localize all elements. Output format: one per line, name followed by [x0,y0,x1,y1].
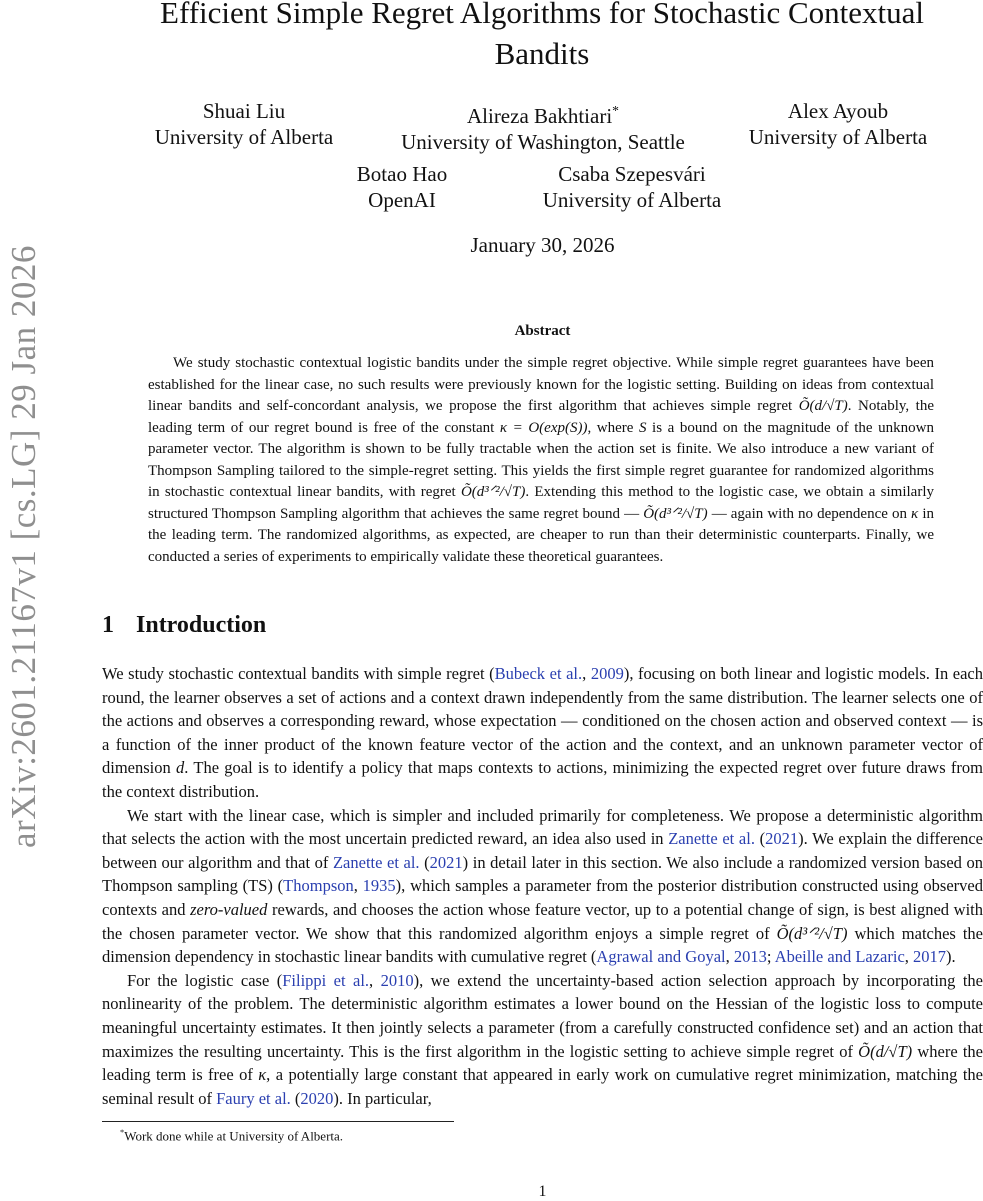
citation-link[interactable]: Zanette et al. [668,829,755,849]
author-block [342,161,462,213]
footnote: *Work done while at University of Alberta. [120,1127,344,1144]
page-number: 1 [538,1183,547,1200]
author-affiliation: University of Alberta [542,188,722,212]
paper-title: Efficient Simple Regret Algorithms for Stochastic Contextual Bandits [160,0,924,71]
paper-date: January 30, 2026 [470,233,615,257]
arxiv-identifier: arXiv:2601.21167v1 [cs.LG] 29 Jan 2026 [4,245,43,848]
citation-link[interactable]: Abeille and Lazaric [774,947,905,967]
author-name: Alireza Bakhtiari* [466,103,619,128]
section-heading: 1 Introduction [102,612,267,638]
paragraph: We study stochastic contextual bandits with simple regret (Bubeck et al., 2009), focusing on both linear and logistic models. In each round, the learner observes a set of actions and a context drawn independently from the same distribution. The learner selects one of the actions and observes a corresponding reward, whose expectation — conditioned on the chosen action and observed context — is a function of the inner product of the known feature vector of the action and the context, and an unknown parameter vector of dimension d. The goal is to identify a policy that maps contexts to actions, minimizing the expected regret over future draws from the context distribution. [102,664,983,801]
citation-link[interactable]: 2021 [765,829,799,849]
paragraph: We start with the linear case, which is simpler and included primarily for completeness. We propose a deterministic algorithm that selects the action with the most uncertain predicted reward, an idea also used in Zanette et al. (2021). We explain the difference between our algorithm and that of Zanette et al. (2021) in detail later in this section. We also include a randomized version based on Thompson sampling (TS) (Thompson, 1935), which samples a parameter from the posterior distribution constructed using observed contexts and zero-valued rewards, and chooses the action whose feature vector, up to a potential change of sign, is best aligned with the chosen parameter vector. We show that this randomized algorithm enjoys a simple regret of Õ(d³ᐟ²/√T) which matches the dimension dependency in stochastic linear bandits with cumulative regret (Agrawal and Goyal, 2013; Abeille and Lazaric, 2017). [102,805,983,967]
author-block [154,98,334,150]
citation-link[interactable]: Thompson [283,876,354,896]
author-affiliation: University of Alberta [748,125,928,149]
citation-link[interactable]: Faury et al. [216,1088,291,1108]
author-affiliation: University of Washington, Seattle [401,130,685,154]
citation-link[interactable]: 2009 [590,664,624,683]
author-block [383,98,703,155]
citation-link[interactable]: 2013 [733,947,767,967]
author-name: Alex Ayoub [787,99,889,123]
citation-link[interactable]: Bubeck et al. [494,664,583,683]
citation-link[interactable]: 2017 [913,947,947,967]
author-affiliation: OpenAI [368,188,436,212]
author-name: Csaba Szepesvári [558,162,706,186]
author-affiliation: University of Alberta [154,125,334,149]
author-block [527,161,737,213]
abstract-text: We study stochastic contextual logistic bandits under the simple regret objective. While simple regret guarantees have been established for the linear case, no such results were previously known for the logistic setting. Building on ideas from contextual linear bandits and self-concordant analysis, we propose the first algorithm that achieves simple regret Õ(d/√T). Notably, the leading term of our regret bound is free of the constant κ = O(exp(S)), where S is a bound on the magnitude of the unknown parameter vector. The algorithm is shown to be fully tractable when the action set is finite. We also introduce a new variant of Thompson Sampling tailored to the simple-regret setting. This yields the first simple regret guarantee for randomized algorithms in stochastic contextual linear bandits, with regret Õ(d³ᐟ²/√T). Extending this method to the logistic case, we obtain a similarly structured Thompson Sampling algorithm that achieves the same regret bound — Õ(d³ᐟ²/√T) — again with no dependence on κ in the leading term. The randomized algorithms, as expected, are cheaper to run than their deterministic counterparts. Finally, we conducted a series of experiments to empirically validate these theoretical guarantees. [148,355,935,565]
citation-link[interactable]: Zanette et al. [332,852,420,872]
paragraph: For the logistic case (Filippi et al., 2010), we extend the uncertainty-based action selection approach by incorporating the nonlinearity of the problem. The deterministic algorithm estimates a lower bound on the Hessian of the logistic loss to compute meaningful uncertainty estimates. It then jointly selects a parameter (from a carefully constructed confidence set) and an action that maximizes the resulting uncertainty. This is the first algorithm in the logistic setting to achieve simple regret of Õ(d/√T) where the leading term is free of κ, a potentially large constant that appeared in early work on cumulative regret minimization, matching the seminal result of Faury et al. (2020). In particular, [102,970,983,1108]
citation-link[interactable]: 2021 [429,852,463,872]
citation-link[interactable]: Agrawal and Goyal [596,947,726,967]
footnote-divider [102,1121,454,1122]
author-name: Shuai Liu [202,99,286,123]
citation-link[interactable]: 2010 [380,970,414,990]
author-name: Botao Hao [356,162,448,186]
citation-link[interactable]: 1935 [362,876,396,896]
citation-link[interactable]: 2020 [300,1088,334,1108]
author-block [738,98,938,150]
abstract-heading: Abstract [514,323,571,339]
section-body [102,662,983,1110]
citation-link[interactable]: Filippi et al. [282,970,370,990]
